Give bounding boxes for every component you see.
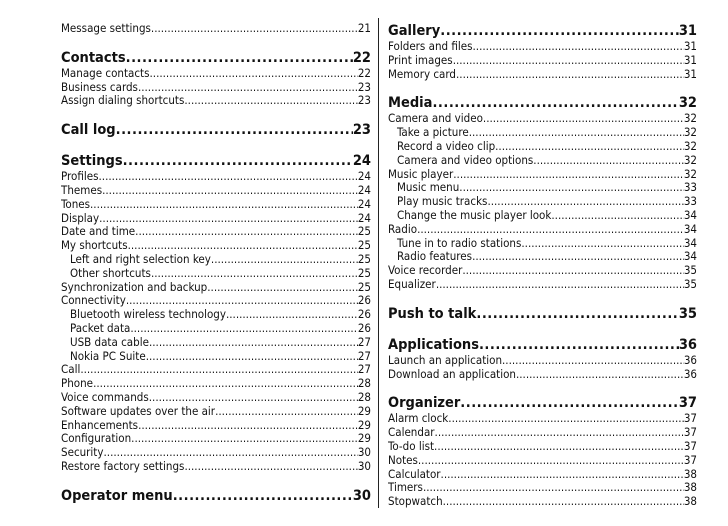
toc-entry[interactable] xyxy=(388,354,697,368)
toc-page-number: 23 xyxy=(357,80,371,94)
toc-title: To-do list xyxy=(388,439,435,453)
dot-leader xyxy=(149,336,358,350)
toc-title: Radio features xyxy=(397,250,473,264)
dot-leader xyxy=(502,354,684,368)
toc-entry[interactable] xyxy=(61,446,371,460)
dot-leader xyxy=(126,49,353,67)
dot-leader xyxy=(495,140,684,154)
toc-title: Call log xyxy=(61,122,116,139)
toc-title: Music menu xyxy=(397,181,460,195)
toc-heading[interactable] xyxy=(61,487,371,505)
toc-title: USB data cable xyxy=(70,335,149,349)
toc-page-number: 24 xyxy=(352,153,371,170)
toc-page-number: 35 xyxy=(683,264,697,278)
toc-title: Phone xyxy=(61,377,94,391)
toc-title: Contacts xyxy=(61,49,126,66)
toc-page-number: 37 xyxy=(678,395,697,412)
dot-leader xyxy=(473,40,684,54)
toc-entry[interactable] xyxy=(61,184,371,198)
dot-leader xyxy=(207,281,358,295)
toc-page-number: 31 xyxy=(683,40,697,53)
dot-leader xyxy=(130,322,357,336)
dot-leader xyxy=(149,391,358,405)
toc-page-number: 22 xyxy=(357,66,371,80)
toc-heading[interactable] xyxy=(61,152,371,170)
dot-leader xyxy=(80,363,358,377)
toc-page-number: 37 xyxy=(683,426,697,440)
toc-page-number: 32 xyxy=(678,95,697,112)
toc-page-number: 30 xyxy=(357,446,371,460)
toc-page-number: 24 xyxy=(357,197,371,211)
toc-page-number: 32 xyxy=(683,139,697,153)
toc-title: Print images xyxy=(388,53,453,67)
toc-heading[interactable] xyxy=(388,22,697,40)
toc-subentry[interactable] xyxy=(388,140,697,154)
dot-leader xyxy=(521,237,683,251)
toc-title: Launch an application xyxy=(388,353,503,367)
toc-title: Equalizer xyxy=(388,277,436,291)
toc-entry[interactable] xyxy=(61,363,371,377)
toc-title: Manage contacts xyxy=(61,66,150,80)
toc-page-number: 25 xyxy=(357,280,371,294)
dot-leader xyxy=(151,267,358,281)
toc-page-number: 33 xyxy=(683,195,697,209)
toc-title: Enhancements xyxy=(61,418,139,432)
dot-leader xyxy=(453,168,684,182)
toc-entry[interactable] xyxy=(61,391,371,405)
dot-leader xyxy=(516,368,684,382)
dot-leader xyxy=(460,394,679,412)
toc-page-number: 32 xyxy=(683,167,697,181)
dot-leader xyxy=(184,94,357,108)
toc-subentry[interactable] xyxy=(61,322,371,336)
toc-entry[interactable] xyxy=(61,225,371,239)
toc-page-number: 30 xyxy=(352,487,371,504)
toc-title: Record a video clip xyxy=(397,139,496,153)
toc-title: Push to talk xyxy=(388,305,477,322)
dot-leader xyxy=(146,350,358,364)
toc-title: Folders and files xyxy=(388,40,473,53)
toc-entry[interactable] xyxy=(388,481,697,495)
dot-leader xyxy=(453,54,684,68)
toc-heading[interactable] xyxy=(61,121,371,139)
dot-leader xyxy=(211,253,358,267)
toc-title: Connectivity xyxy=(61,294,126,308)
toc-heading[interactable] xyxy=(388,394,697,412)
toc-title: Settings xyxy=(61,153,123,170)
toc-title: Operator menu xyxy=(61,487,173,504)
dot-leader xyxy=(551,209,683,223)
toc-entry[interactable] xyxy=(61,239,371,253)
toc-title: Stopwatch xyxy=(388,495,443,509)
toc-page-number: 25 xyxy=(357,266,371,280)
dot-leader xyxy=(104,446,358,460)
dot-leader xyxy=(462,264,683,278)
toc-title: Applications xyxy=(388,336,479,353)
dot-leader xyxy=(184,460,357,474)
toc-page-number: 30 xyxy=(357,459,371,473)
toc-page-number: 31 xyxy=(678,23,697,39)
toc-page-number: 38 xyxy=(683,481,697,495)
toc-entry[interactable] xyxy=(388,112,697,126)
dot-leader xyxy=(116,121,353,139)
toc-title: Display xyxy=(61,211,100,225)
dot-leader xyxy=(173,487,353,505)
dot-leader xyxy=(123,152,353,170)
toc-entry[interactable] xyxy=(388,54,697,68)
dot-leader xyxy=(99,212,358,226)
toc-subentry[interactable] xyxy=(388,237,697,251)
toc-title: Media xyxy=(388,95,433,112)
toc-title: Calculator xyxy=(388,467,441,481)
toc-title: Voice commands xyxy=(61,390,149,404)
toc-title: Nokia PC Suite xyxy=(70,349,146,363)
toc-page-number: 23 xyxy=(352,122,371,139)
toc-page-number: 26 xyxy=(357,308,371,322)
toc-page-number: 23 xyxy=(357,94,371,108)
toc-entry[interactable] xyxy=(61,281,371,295)
toc-title: Software updates over the air xyxy=(61,404,216,418)
toc-page-number: 24 xyxy=(357,183,371,197)
toc-page-number: 31 xyxy=(683,53,697,67)
toc-entry[interactable] xyxy=(61,294,371,308)
toc-title: Take a picture xyxy=(397,126,469,140)
toc-heading[interactable] xyxy=(61,49,371,67)
toc-title: Date and time xyxy=(61,225,136,239)
toc-page-number: 25 xyxy=(357,252,371,266)
toc-title: Configuration xyxy=(61,432,132,446)
toc-entry[interactable] xyxy=(388,68,697,82)
toc-page-number: 26 xyxy=(357,321,371,335)
toc-entry[interactable] xyxy=(61,432,371,446)
dot-leader xyxy=(436,278,684,292)
toc-title: Radio xyxy=(388,222,418,236)
toc-title: Organizer xyxy=(388,395,461,412)
toc-page-number: 36 xyxy=(683,353,697,367)
toc-title: Alarm clock xyxy=(388,412,449,426)
dot-leader xyxy=(150,67,358,81)
toc-page-number: 25 xyxy=(357,225,371,239)
dot-leader xyxy=(138,81,358,95)
toc-title: Camera and video options xyxy=(397,153,534,167)
toc-subentry[interactable] xyxy=(61,267,371,281)
toc-subentry[interactable] xyxy=(388,250,697,264)
toc-entry[interactable] xyxy=(61,81,371,95)
toc-title: Play music tracks xyxy=(397,195,488,209)
toc-page-number: 33 xyxy=(683,181,697,195)
toc-subentry[interactable] xyxy=(388,209,697,223)
toc-page-number: 36 xyxy=(683,367,697,381)
toc-title: Packet data xyxy=(70,321,131,335)
toc-page-number: 24 xyxy=(357,170,371,184)
dot-leader xyxy=(93,377,358,391)
toc-page-number: 34 xyxy=(683,222,697,236)
toc-entry[interactable] xyxy=(61,405,371,419)
toc-subentry[interactable] xyxy=(61,253,371,267)
dot-leader xyxy=(443,495,684,509)
toc-title: Message settings xyxy=(61,22,151,35)
dot-leader xyxy=(226,308,358,322)
toc-right-column xyxy=(388,22,697,509)
toc-page-number: 29 xyxy=(357,418,371,432)
toc-title: Timers xyxy=(388,481,423,495)
toc-title: Synchronization and backup xyxy=(61,280,208,294)
toc-page-number: 29 xyxy=(357,404,371,418)
toc-subentry[interactable] xyxy=(61,308,371,322)
toc-title: Restore factory settings xyxy=(61,459,185,473)
toc-page-number: 32 xyxy=(683,126,697,140)
dot-leader xyxy=(440,22,679,40)
toc-page-number: 26 xyxy=(357,294,371,308)
toc-entry[interactable] xyxy=(61,212,371,226)
dot-leader xyxy=(90,198,358,212)
toc-entry[interactable] xyxy=(388,468,697,482)
toc-entry[interactable] xyxy=(388,168,697,182)
toc-title: Profiles xyxy=(61,170,99,184)
toc-title: Business cards xyxy=(61,80,138,94)
dot-leader xyxy=(487,195,683,209)
toc-page-number: 37 xyxy=(683,453,697,467)
toc-entry[interactable] xyxy=(388,223,697,237)
toc-entry[interactable] xyxy=(61,460,371,474)
toc-page-number: 21 xyxy=(357,22,371,35)
toc-title: Themes xyxy=(61,183,103,197)
toc-page-number: 37 xyxy=(683,412,697,426)
toc-entry[interactable] xyxy=(61,170,371,184)
toc-entry[interactable] xyxy=(61,67,371,81)
toc-page-number: 38 xyxy=(683,495,697,509)
dot-leader xyxy=(479,336,679,354)
dot-leader xyxy=(135,225,358,239)
dot-leader xyxy=(99,170,358,184)
dot-leader xyxy=(432,94,678,112)
toc-heading[interactable] xyxy=(388,336,697,354)
dot-leader xyxy=(215,405,358,419)
toc-title: Camera and video xyxy=(388,112,483,126)
toc-entry[interactable] xyxy=(388,454,697,468)
dot-leader xyxy=(131,432,358,446)
dot-leader xyxy=(441,468,684,482)
toc-entry[interactable] xyxy=(61,419,371,433)
toc-page-number: 36 xyxy=(678,336,697,353)
dot-leader xyxy=(418,454,684,468)
toc-entry[interactable] xyxy=(61,377,371,391)
column-divider xyxy=(378,18,379,508)
toc-entry[interactable] xyxy=(388,368,697,382)
dot-leader xyxy=(138,419,358,433)
toc-subentry[interactable] xyxy=(388,181,697,195)
dot-leader xyxy=(417,223,684,237)
toc-subentry[interactable] xyxy=(61,350,371,364)
toc-entry[interactable] xyxy=(61,22,371,36)
toc-page-number: 24 xyxy=(357,211,371,225)
toc-page-number: 25 xyxy=(357,239,371,253)
toc-entry[interactable] xyxy=(388,40,697,54)
toc-title: Notes xyxy=(388,453,418,467)
toc-title: Call xyxy=(61,363,81,377)
toc-page-number: 22 xyxy=(352,49,371,66)
toc-page-number: 31 xyxy=(683,67,697,81)
toc-title: Memory card xyxy=(388,67,457,81)
toc-title: Other shortcuts xyxy=(70,266,151,280)
toc-title: Bluetooth wireless technology xyxy=(70,308,226,322)
dot-leader xyxy=(128,239,358,253)
toc-page-number: 37 xyxy=(683,439,697,453)
toc-page-number: 28 xyxy=(357,390,371,404)
toc-subentry[interactable] xyxy=(388,154,697,168)
dot-leader xyxy=(476,305,678,323)
toc-page-number: 34 xyxy=(683,250,697,264)
toc-title: Change the music player look xyxy=(397,208,552,222)
toc-left-column xyxy=(61,22,371,505)
dot-leader xyxy=(483,112,684,126)
toc-page-number: 29 xyxy=(357,432,371,446)
dot-leader xyxy=(435,426,684,440)
toc-title: Tones xyxy=(61,197,91,211)
toc-page-number: 27 xyxy=(357,363,371,377)
toc-page-number: 34 xyxy=(683,236,697,250)
dot-leader xyxy=(459,181,684,195)
dot-leader xyxy=(472,250,684,264)
dot-leader xyxy=(126,294,358,308)
toc-page-number: 38 xyxy=(683,467,697,481)
toc-subentry[interactable] xyxy=(388,195,697,209)
dot-leader xyxy=(533,154,684,168)
toc-page-number: 32 xyxy=(683,112,697,126)
toc-subentry[interactable] xyxy=(61,336,371,350)
toc-title: Left and right selection key xyxy=(70,252,211,266)
toc-entry[interactable] xyxy=(388,412,697,426)
toc-heading[interactable] xyxy=(388,305,697,323)
toc-title: Download an application xyxy=(388,367,516,381)
toc-entry[interactable] xyxy=(388,278,697,292)
toc-entry[interactable] xyxy=(388,264,697,278)
toc-entry[interactable] xyxy=(61,94,371,108)
toc-page-number: 35 xyxy=(678,305,697,322)
toc-entry[interactable] xyxy=(388,495,697,509)
dot-leader xyxy=(456,68,684,82)
dot-leader xyxy=(448,412,684,426)
toc-subentry[interactable] xyxy=(388,126,697,140)
toc-page-number: 28 xyxy=(357,377,371,391)
dot-leader xyxy=(423,481,684,495)
toc-title: Voice recorder xyxy=(388,264,463,278)
toc-title: Calendar xyxy=(388,426,435,440)
toc-title: My shortcuts xyxy=(61,239,128,253)
toc-title: Assign dialing shortcuts xyxy=(61,94,185,108)
toc-page-number: 27 xyxy=(357,349,371,363)
dot-leader xyxy=(469,126,684,140)
toc-page-number: 35 xyxy=(683,277,697,291)
toc-entry[interactable] xyxy=(388,440,697,454)
toc-heading[interactable] xyxy=(388,94,697,112)
toc-page-number: 27 xyxy=(357,335,371,349)
toc-entry[interactable] xyxy=(61,198,371,212)
toc-title: Gallery xyxy=(388,23,441,39)
dot-leader xyxy=(102,184,358,198)
dot-leader xyxy=(434,440,684,454)
toc-title: Music player xyxy=(388,167,454,181)
toc-title: Security xyxy=(61,446,104,460)
toc-entry[interactable] xyxy=(388,426,697,440)
toc-title: Tune in to radio stations xyxy=(397,236,522,250)
dot-leader xyxy=(151,22,358,36)
toc-page-number: 34 xyxy=(683,208,697,222)
toc-page-number: 32 xyxy=(683,153,697,167)
